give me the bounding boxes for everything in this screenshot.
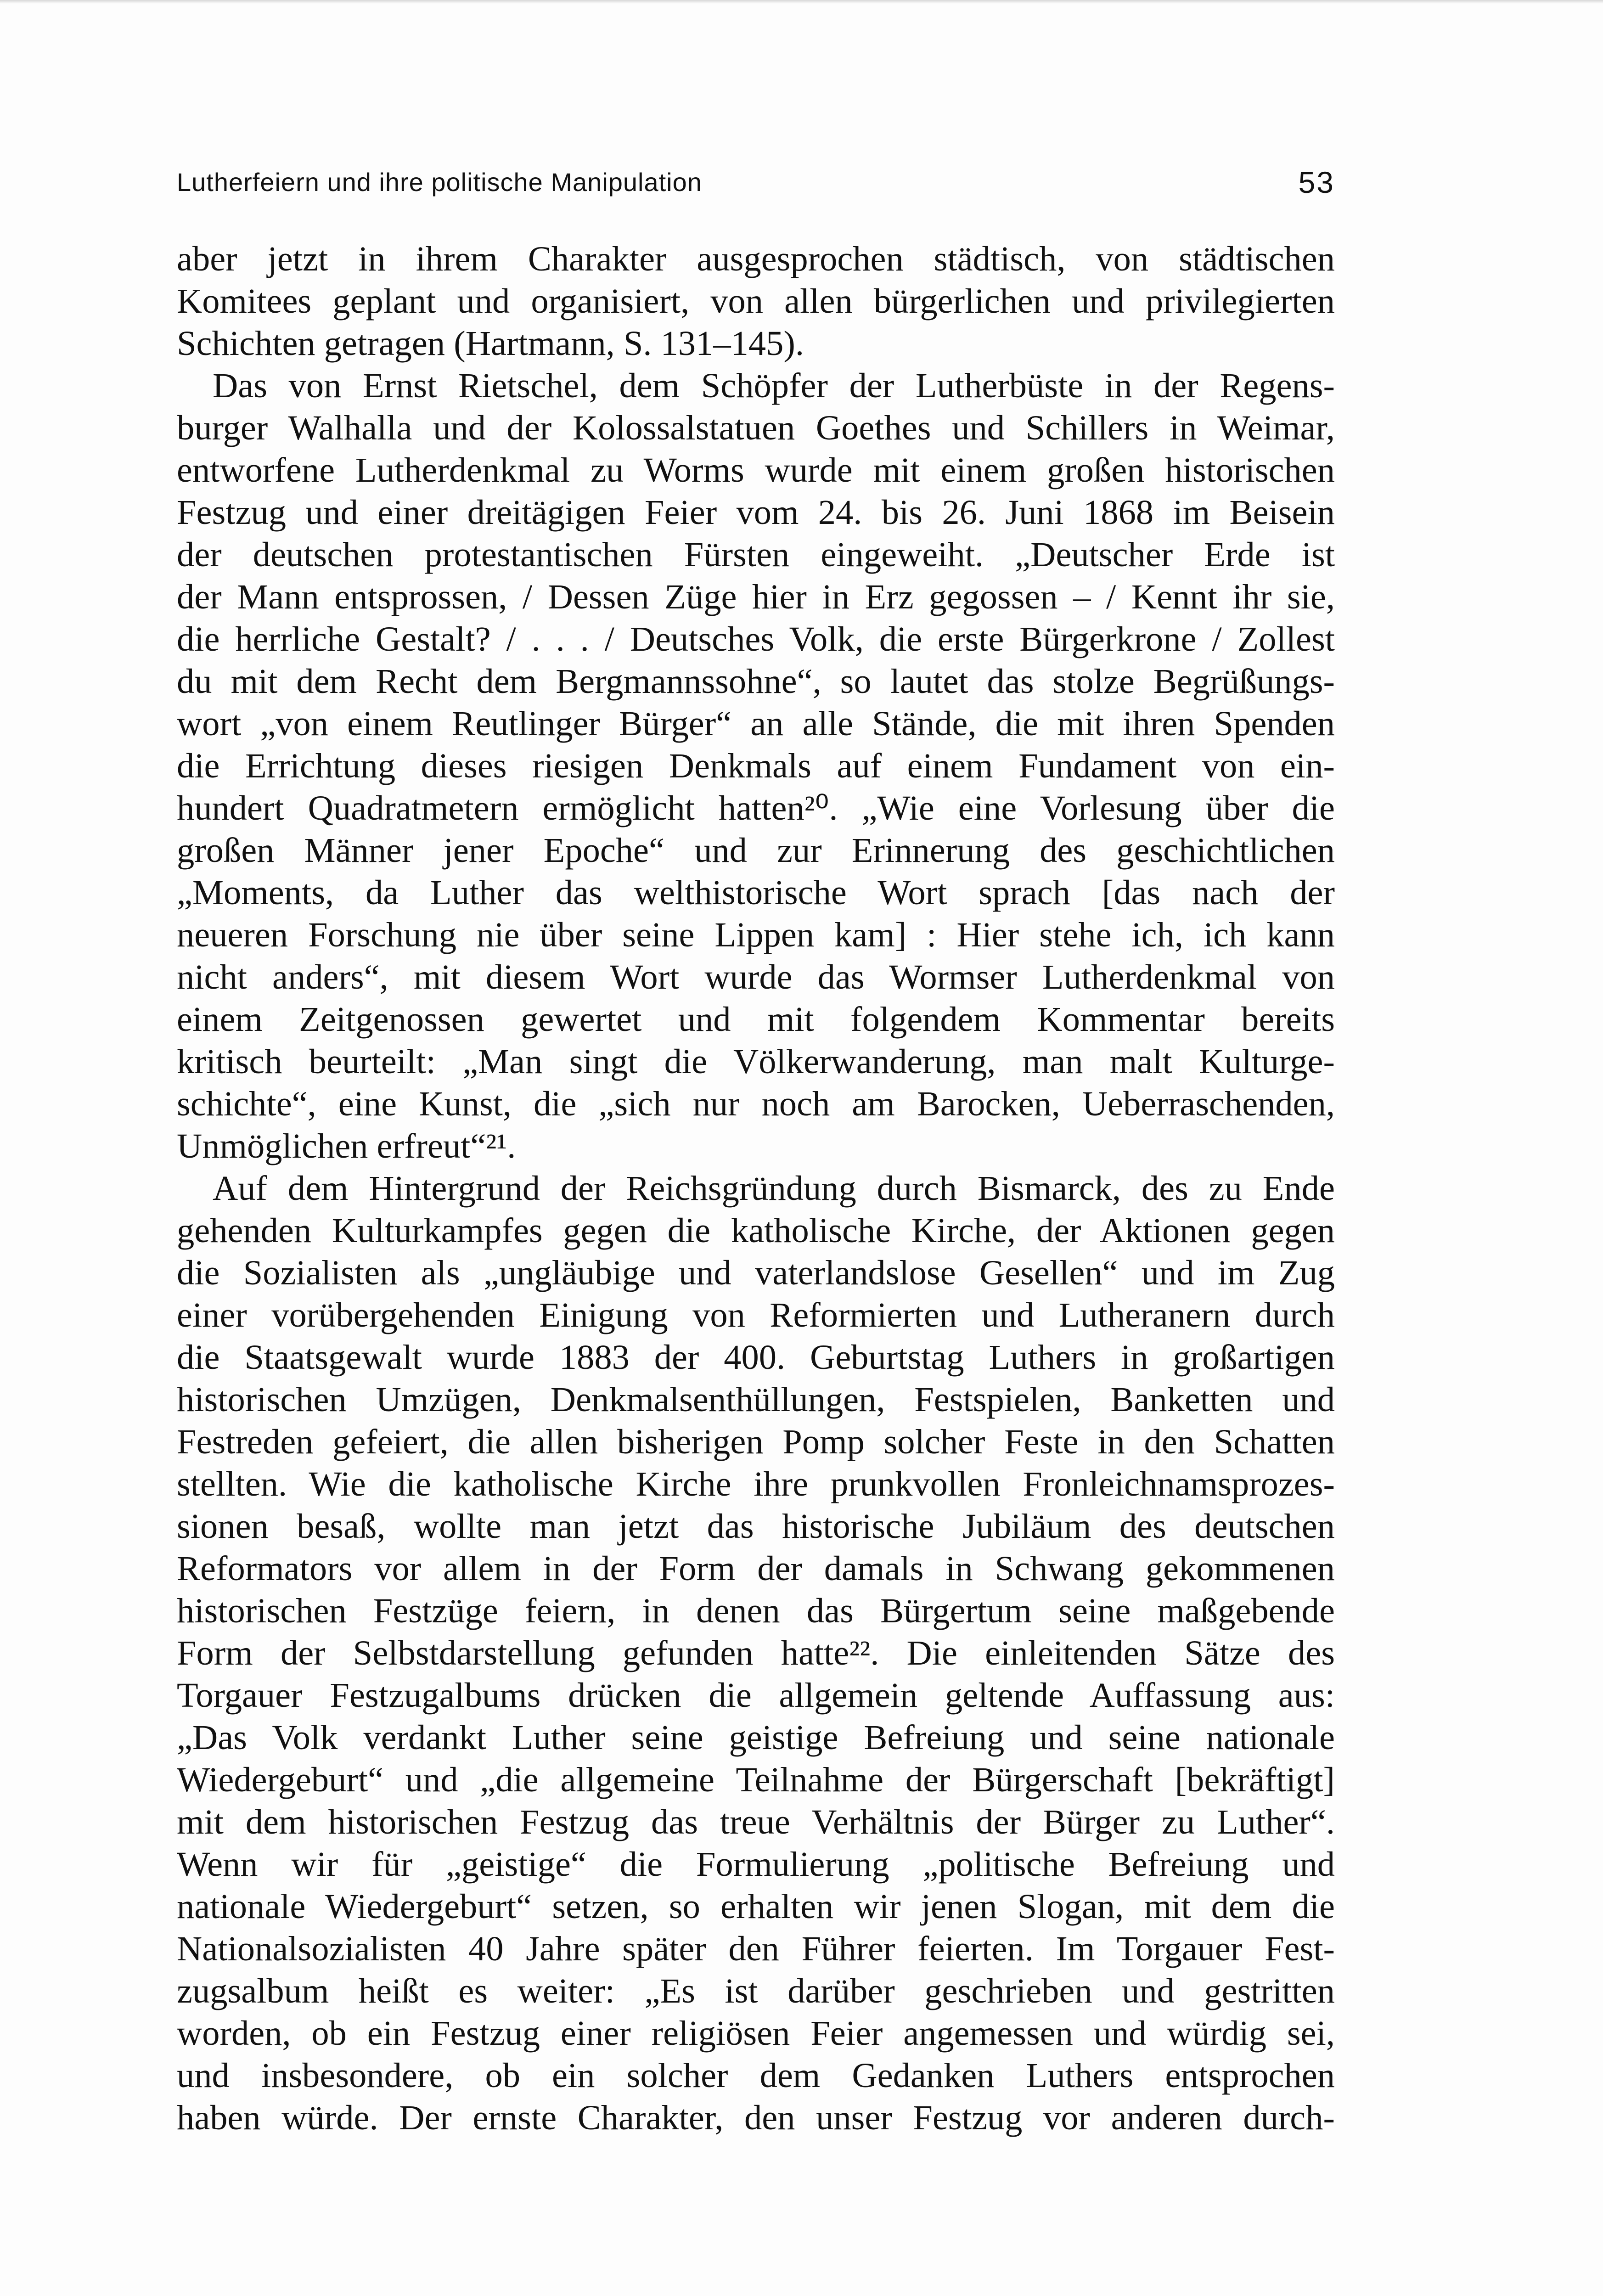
text-line: Festreden gefeiert, die allen bisherigen Pomp solcher Feste in den Schatten <box>177 1422 1335 1461</box>
text-line: einem Zeitgenossen gewertet und mit folgendem Kommentar bereits <box>177 1000 1335 1039</box>
text-line: der deutschen protestantischen Fürsten eingeweiht. „Deutscher Erde ist <box>177 535 1335 574</box>
running-title: Lutherfeiern und ihre politische Manipulation <box>177 168 702 197</box>
text-line: schichte“, eine Kunst, die „sich nur noch am Barocken, Ueberraschenden, <box>177 1084 1335 1123</box>
text-line: Nationalsozialisten 40 Jahre später den Führer feierten. Im Torgauer Fest- <box>177 1929 1335 1968</box>
running-header <box>177 162 1335 203</box>
text-line: aber jetzt in ihrem Charakter ausgesprochen städtisch, von städtischen <box>177 239 1335 278</box>
text-line: Reformators vor allem in der Form der damals in Schwang gekommenen <box>177 1549 1335 1588</box>
text-line: und insbesondere, ob ein solcher dem Gedanken Luthers entsprochen <box>177 2056 1335 2095</box>
text-line: Wiedergeburt“ und „die allgemeine Teilnahme der Bürgerschaft [bekräftigt] <box>177 1760 1335 1799</box>
page-number: 53 <box>1298 165 1335 199</box>
scan-top-edge <box>0 0 1603 4</box>
text-line: großen Männer jener Epoche“ und zur Erinnerung des geschichtlichen <box>177 831 1335 870</box>
text-line: stellten. Wie die katholische Kirche ihre prunkvollen Fronleichnamsprozes- <box>177 1464 1335 1503</box>
text-line: einer vorübergehenden Einigung von Reformierten und Lutheranern durch <box>177 1295 1335 1334</box>
text-line: historischen Festzüge feiern, in denen das Bürgertum seine maßgebende <box>177 1591 1335 1630</box>
paragraph-first-line: Das von Ernst Rietschel, dem Schöpfer der Lutherbüste in der Regens- <box>213 366 1335 405</box>
text-line: wort „von einem Reutlinger Bürger“ an alle Stände, die mit ihren Spenden <box>177 704 1335 743</box>
text-line: entworfene Lutherdenkmal zu Worms wurde mit einem großen historischen <box>177 450 1335 490</box>
text-line: die herrliche Gestalt? / . . . / Deutsches Volk, die erste Bürgerkrone / Zollest <box>177 619 1335 658</box>
text-line: neueren Forschung nie über seine Lippen kam] : Hier stehe ich, ich kann <box>177 915 1335 954</box>
text-line: nationale Wiedergeburt“ setzen, so erhalten wir jenen Slogan, mit dem die <box>177 1887 1335 1926</box>
text-line: Unmöglichen erfreut“²¹. <box>177 1126 516 1165</box>
text-line: „Moments, da Luther das welthistorische Wort sprach [das nach der <box>177 873 1335 912</box>
body-text <box>177 238 1335 2139</box>
text-line: Torgauer Festzugalbums drücken die allgemein geltende Auffassung aus: <box>177 1676 1335 1715</box>
text-line: Wenn wir für „geistige“ die Formulierung „politische Befreiung und <box>177 1845 1335 1884</box>
text-line: die Sozialisten als „ungläubige und vaterlandslose Gesellen“ und im Zug <box>177 1253 1335 1292</box>
text-line: gehenden Kulturkampfes gegen die katholische Kirche, der Aktionen gegen <box>177 1211 1335 1250</box>
text-line: historischen Umzügen, Denkmalsenthüllungen, Festspielen, Banketten und <box>177 1380 1335 1419</box>
text-line: hundert Quadratmetern ermöglicht hatten²⁰. „Wie eine Vorlesung über die <box>177 788 1335 827</box>
text-line: „Das Volk verdankt Luther seine geistige Befreiung und seine nationale <box>177 1718 1335 1757</box>
text-line: haben würde. Der ernste Charakter, den unser Festzug vor anderen durch- <box>177 2098 1335 2137</box>
text-line: der Mann entsprossen, / Dessen Züge hier in Erz gegossen – / Kennt ihr sie, <box>177 577 1335 616</box>
text-line: Schichten getragen (Hartmann, S. 131–145). <box>177 324 804 363</box>
paragraph-first-line: Auf dem Hintergrund der Reichsgründung durch Bismarck, des zu Ende <box>213 1169 1335 1208</box>
text-line: zugsalbum heißt es weiter: „Es ist darüber geschrieben und gestritten <box>177 1971 1335 2010</box>
text-line: Komitees geplant und organisiert, von allen bürgerlichen und privilegierten <box>177 281 1335 321</box>
text-line: Festzug und einer dreitägigen Feier vom 24. bis 26. Juni 1868 im Beisein <box>177 493 1335 532</box>
text-line: die Errichtung dieses riesigen Denkmals auf einem Fundament von ein- <box>177 746 1335 785</box>
text-line: mit dem historischen Festzug das treue Verhältnis der Bürger zu Luther“. <box>177 1802 1335 1841</box>
text-line: du mit dem Recht dem Bergmannssohne“, so lautet das stolze Begrüßungs- <box>177 662 1335 701</box>
text-line: worden, ob ein Festzug einer religiösen Feier angemessen und würdig sei, <box>177 2014 1335 2053</box>
text-line: burger Walhalla und der Kolossalstatuen Goethes und Schillers in Weimar, <box>177 408 1335 447</box>
text-line: sionen besaß, wollte man jetzt das historische Jubiläum des deutschen <box>177 1507 1335 1546</box>
text-line: kritisch beurteilt: „Man singt die Völkerwanderung, man malt Kulturge- <box>177 1042 1335 1081</box>
text-line: die Staatsgewalt wurde 1883 der 400. Geburtstag Luthers in großartigen <box>177 1338 1335 1377</box>
text-line: Form der Selbstdarstellung gefunden hatte²². Die einleitenden Sätze des <box>177 1633 1335 1672</box>
text-line: nicht anders“, mit diesem Wort wurde das Wormser Lutherdenkmal von <box>177 957 1335 996</box>
